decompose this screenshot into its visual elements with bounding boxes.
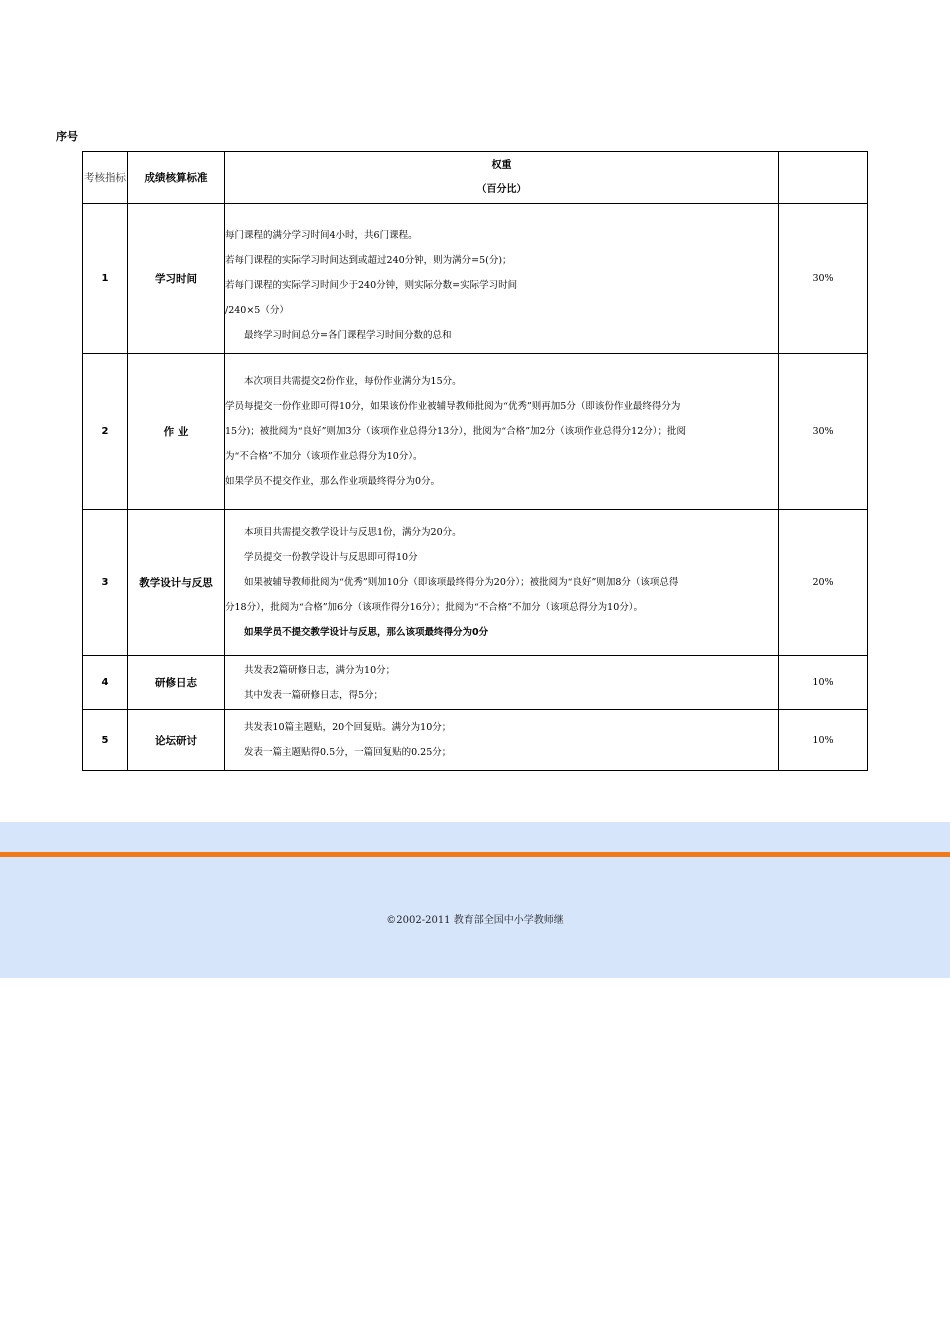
standard-line: 本次项目共需提交2份作业，每份作业满分为15分。 xyxy=(244,376,462,387)
header-weight-title: 权重 xyxy=(491,159,512,171)
header-weight xyxy=(225,152,779,204)
row-weight: 10% xyxy=(779,656,868,710)
table-row xyxy=(83,656,868,710)
header-weight-unit: （百分比） xyxy=(476,183,527,195)
sequence-label: 序号 xyxy=(56,130,78,143)
standard-line: 为“不合格”不加分（该项作业总得分为10分）。 xyxy=(225,451,423,462)
row-weight: 30% xyxy=(779,354,868,510)
table-row xyxy=(83,510,868,656)
standard-line: 最终学习时间总分=各门课程学习时间分数的总和 xyxy=(244,330,452,341)
standard-line: 每门课程的满分学习时间4小时，共6门课程。 xyxy=(225,230,418,241)
row-standard xyxy=(225,354,779,510)
standard-line: 学员每提交一份作业即可得10分，如果该份作业被辅导教师批阅为“优秀”则再加5分（即该份作业最终得分为 xyxy=(225,401,681,412)
row-standard xyxy=(225,656,779,710)
row-weight: 30% xyxy=(779,204,868,354)
standard-line: 如果学员不提交教学设计与反思，那么该项最终得分为0分 xyxy=(244,627,489,638)
standard-line: 如果学员不提交作业，那么作业项最终得分为0分。 xyxy=(225,476,441,487)
row-standard xyxy=(225,710,779,771)
row-standard xyxy=(225,204,779,354)
standard-line: 发表一篇主题贴得0.5分，一篇回复贴的0.25分； xyxy=(244,747,452,758)
header-empty xyxy=(779,152,868,204)
standard-line: 其中发表一篇研修日志，得5分； xyxy=(244,689,384,701)
row-index: 5 xyxy=(83,710,128,771)
footer-band xyxy=(0,822,950,978)
assessment-table xyxy=(82,151,868,771)
row-name: 论坛研讨 xyxy=(128,710,225,771)
table-row xyxy=(83,710,868,771)
standard-line: /240×5（分） xyxy=(225,305,289,316)
standard-line: 本项目共需提交教学设计与反思1份，满分为20分。 xyxy=(244,527,462,538)
table-header-row xyxy=(83,152,868,204)
table-row xyxy=(83,354,868,510)
copyright-text: ©2002-2011 教育部全国中小学教师继 xyxy=(386,915,564,926)
row-weight: 20% xyxy=(779,510,868,656)
row-name: 研修日志 xyxy=(128,656,225,710)
row-index: 4 xyxy=(83,656,128,710)
row-index: 3 xyxy=(83,510,128,656)
standard-line: 如果被辅导教师批阅为“优秀”则加10分（即该项最终得分为20分）；被批阅为“良好”则加8分（该项总得 xyxy=(244,577,679,588)
row-index: 1 xyxy=(83,204,128,354)
footer-divider xyxy=(0,852,950,857)
table-row xyxy=(83,204,868,354)
standard-line: 若每门课程的实际学习时间达到或超过240分钟，则为满分=5(分)； xyxy=(225,255,512,266)
standard-line: 分18分），批阅为“合格”加6分（该项作得分16分）；批阅为“不合格”不加分（该项总得分为10分）。 xyxy=(225,602,643,613)
standard-line: 共发表10篇主题贴，20个回复贴。满分为10分； xyxy=(244,722,452,733)
standard-line: 共发表2篇研修日志，满分为10分； xyxy=(244,664,396,676)
row-name: 学习时间 xyxy=(128,204,225,354)
header-standard: 成绩核算标准 xyxy=(128,152,225,204)
row-name: 作 业 xyxy=(128,354,225,510)
row-weight: 10% xyxy=(779,710,868,771)
standard-line: 15分)；被批阅为“良好”则加3分（该项作业总得分13分），批阅为“合格”加2分（该项作业总得分12分）；批阅 xyxy=(225,426,686,437)
row-name: 教学设计与反思 xyxy=(128,510,225,656)
row-index: 2 xyxy=(83,354,128,510)
header-indicator: 考核指标 xyxy=(83,152,128,204)
row-standard xyxy=(225,510,779,656)
standard-line: 学员提交一份教学设计与反思即可得10分 xyxy=(244,552,418,563)
standard-line: 若每门课程的实际学习时间少于240分钟，则实际分数=实际学习时间 xyxy=(225,280,518,291)
